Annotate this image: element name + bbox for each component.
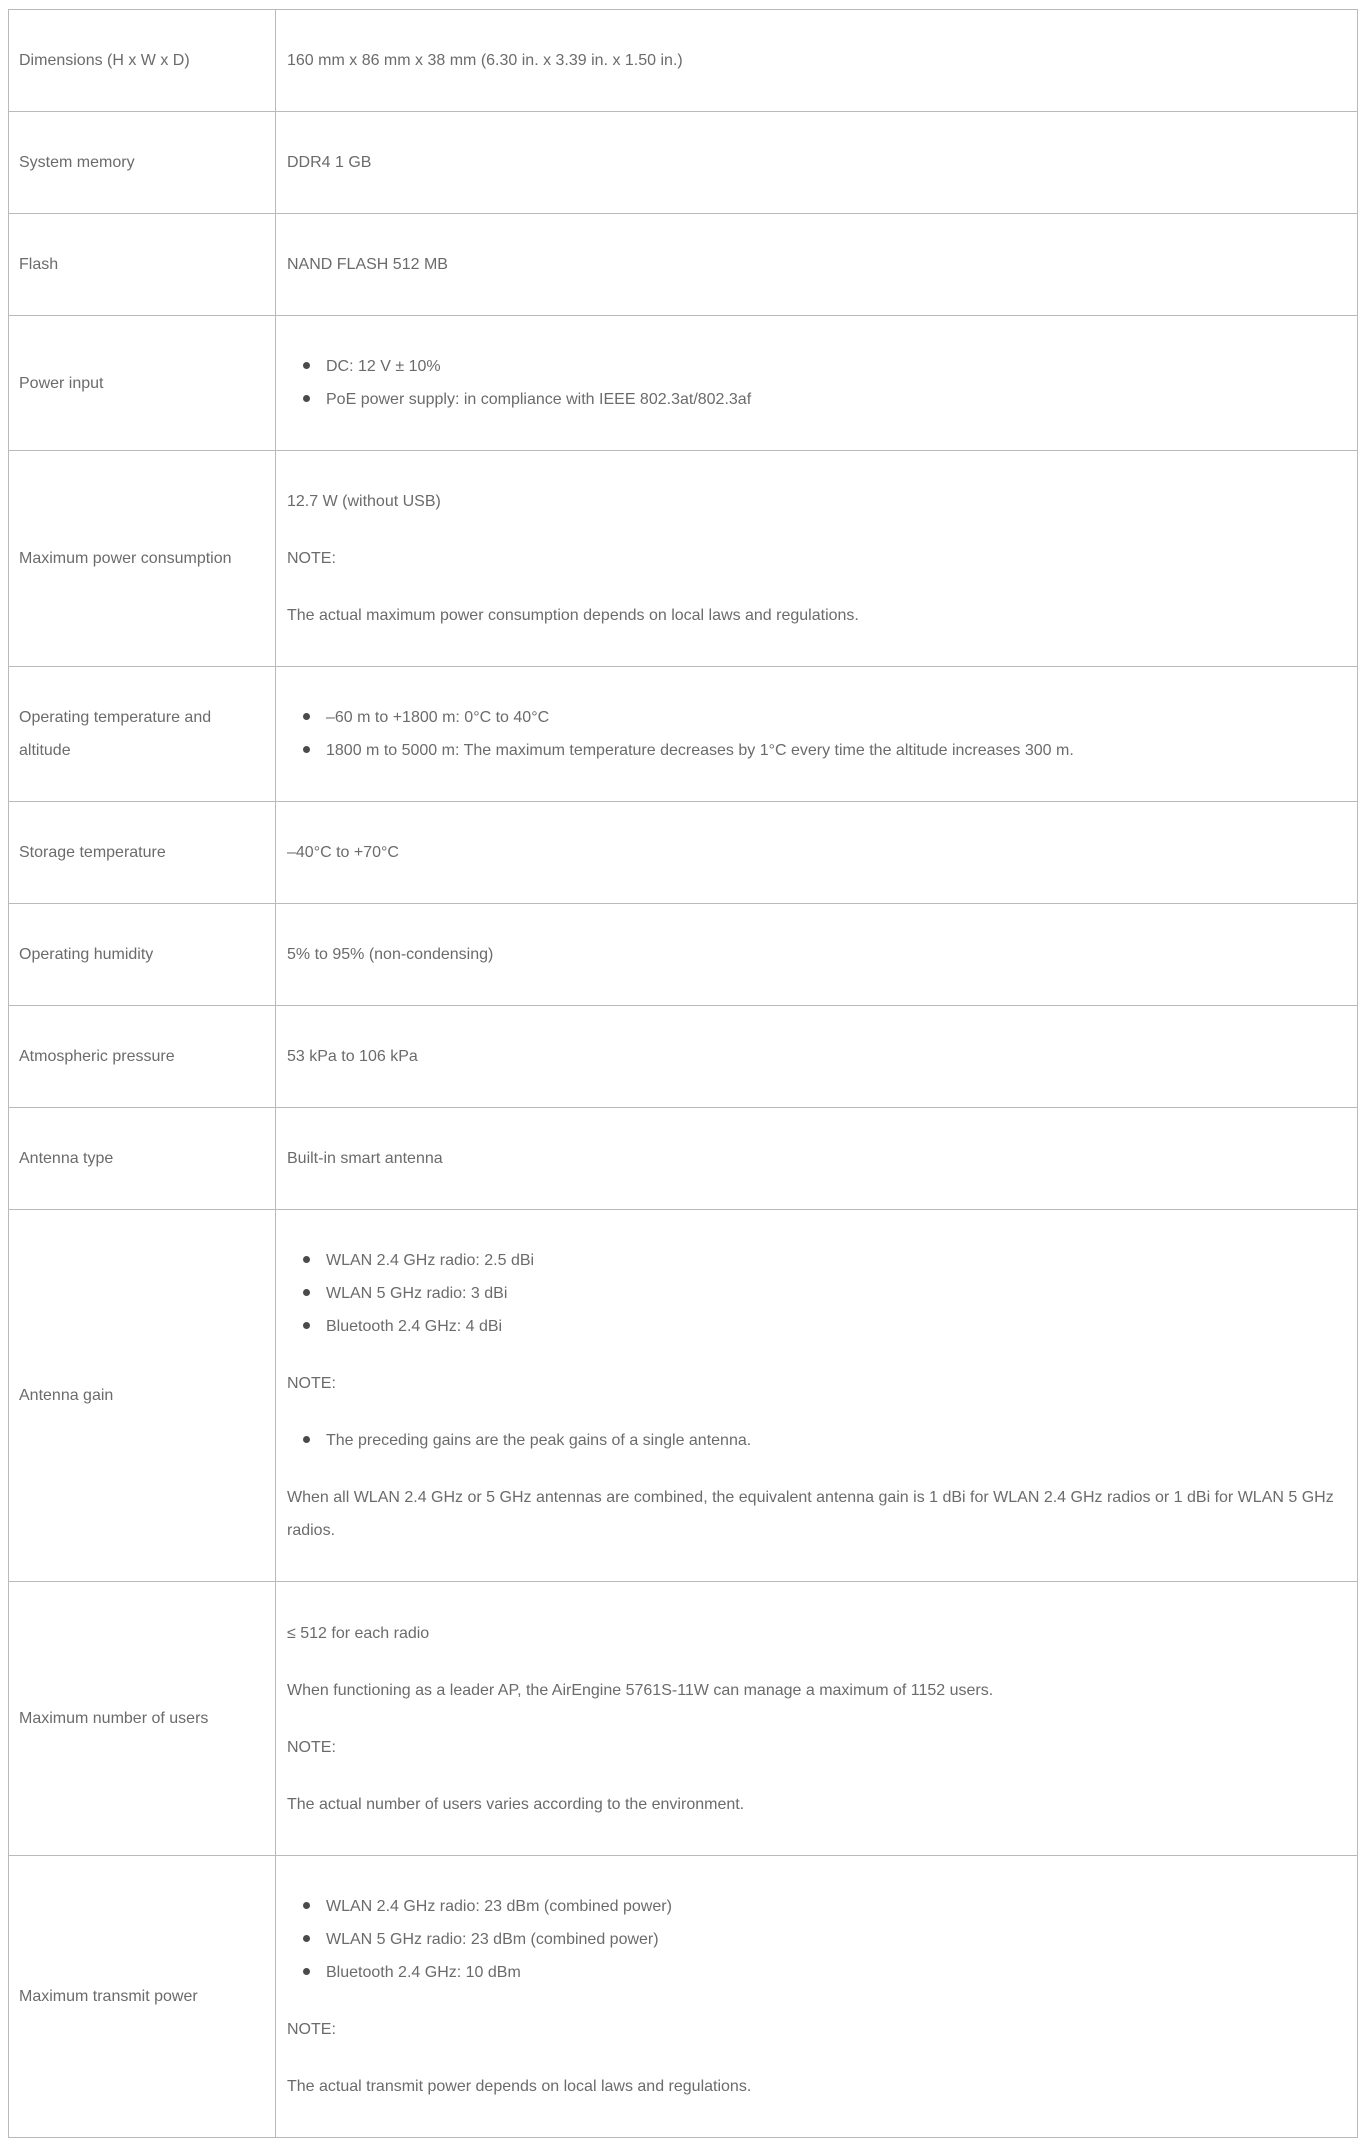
spec-label: Operating humidity [9, 904, 276, 1006]
list-item [287, 1890, 1339, 1923]
spec-label: Atmospheric pressure [9, 1006, 276, 1108]
note-text: When all WLAN 2.4 GHz or 5 GHz antennas are combined, the equivalent antenna gain is 1 dBi for WLAN 2.4 GHz radios or 1 dBi for WLAN 5 GHz radios. [287, 1489, 1334, 1539]
list-item [287, 734, 1339, 767]
table-row [9, 1108, 1358, 1210]
bullet-list [287, 701, 1339, 767]
list-item-text: PoE power supply: in compliance with IEEE 802.3at/802.3af [326, 391, 752, 408]
spec-value [276, 667, 1358, 802]
spec-paragraph: When functioning as a leader AP, the AirEngine 5761S-11W can manage a maximum of 1152 users. [287, 1681, 994, 1699]
list-item [287, 1277, 1339, 1310]
bullet-icon [303, 362, 310, 369]
bullet-icon [303, 713, 310, 720]
spec-label: Flash [9, 214, 276, 316]
spec-label: Antenna gain [9, 1210, 276, 1582]
table-row [9, 1210, 1358, 1582]
bullet-icon [303, 1289, 310, 1296]
note-label: NOTE: [287, 2021, 336, 2038]
table-row [9, 10, 1358, 112]
spec-paragraph: 12.7 W (without USB) [287, 493, 441, 510]
note-label: NOTE: [287, 1738, 336, 1756]
bullet-list [287, 1890, 1339, 1989]
list-item [287, 701, 1339, 734]
list-item [287, 1424, 1339, 1457]
spec-label: Maximum number of users [9, 1582, 276, 1856]
spec-paragraph: ≤ 512 for each radio [287, 1624, 430, 1642]
table-row [9, 802, 1358, 904]
spec-label: Dimensions (H x W x D) [9, 10, 276, 112]
bullet-icon [303, 395, 310, 402]
list-item [287, 1244, 1339, 1277]
table-row [9, 1006, 1358, 1108]
spec-value [276, 451, 1358, 667]
table-row [9, 316, 1358, 451]
list-item-text: Bluetooth 2.4 GHz: 4 dBi [326, 1318, 503, 1335]
table-row [9, 667, 1358, 802]
table-row [9, 904, 1358, 1006]
list-item [287, 1310, 1339, 1343]
list-item [287, 1923, 1339, 1956]
bullet-icon [303, 746, 310, 753]
spec-value: Built-in smart antenna [276, 1108, 1358, 1210]
specifications-table [8, 9, 1358, 2138]
table-row [9, 214, 1358, 316]
spec-label: Storage temperature [9, 802, 276, 904]
table-row [9, 451, 1358, 667]
note-text: The actual maximum power consumption depends on local laws and regulations. [287, 607, 859, 624]
spec-value: 5% to 95% (non-condensing) [276, 904, 1358, 1006]
bullet-list [287, 350, 1339, 416]
spec-label: Operating temperature and altitude [9, 667, 276, 802]
spec-value [276, 1856, 1358, 2138]
table-row [9, 1856, 1358, 2138]
bullet-icon [303, 1436, 310, 1443]
spec-value [276, 1582, 1358, 1856]
list-item-text: The preceding gains are the peak gains of a single antenna. [326, 1432, 752, 1449]
spec-value [276, 1210, 1358, 1582]
list-item-text: Bluetooth 2.4 GHz: 10 dBm [326, 1964, 521, 1981]
note-label: NOTE: [287, 1375, 336, 1392]
spec-value: 160 mm x 86 mm x 38 mm (6.30 in. x 3.39 in. x 1.50 in.) [276, 10, 1358, 112]
spec-label: Antenna type [9, 1108, 276, 1210]
list-item-text: WLAN 5 GHz radio: 23 dBm (combined power) [326, 1931, 659, 1948]
list-item-text: DC: 12 V ± 10% [326, 358, 441, 375]
note-label: NOTE: [287, 550, 336, 567]
list-item-text: WLAN 2.4 GHz radio: 23 dBm (combined power) [326, 1898, 672, 1915]
bullet-icon [303, 1968, 310, 1975]
spec-label: Maximum transmit power [9, 1856, 276, 2138]
spec-value: 53 kPa to 106 kPa [276, 1006, 1358, 1108]
spec-value: DDR4 1 GB [276, 112, 1358, 214]
spec-label: Power input [9, 316, 276, 451]
list-item [287, 350, 1339, 383]
list-item [287, 1956, 1339, 1989]
list-item-text: WLAN 2.4 GHz radio: 2.5 dBi [326, 1252, 535, 1269]
list-item-text: 1800 m to 5000 m: The maximum temperature decreases by 1°C every time the altitude increases 300 m. [326, 742, 1074, 759]
bullet-icon [303, 1322, 310, 1329]
table-row [9, 112, 1358, 214]
note-text: The actual transmit power depends on local laws and regulations. [287, 2078, 752, 2095]
bullet-icon [303, 1935, 310, 1942]
bullet-list [287, 1244, 1339, 1343]
note-bullet-list [287, 1424, 1339, 1457]
table-row [9, 1582, 1358, 1856]
list-item-text: WLAN 5 GHz radio: 3 dBi [326, 1285, 508, 1302]
note-text: The actual number of users varies according to the environment. [287, 1795, 745, 1813]
list-item-text: –60 m to +1800 m: 0°C to 40°C [326, 709, 550, 726]
spec-value [276, 316, 1358, 451]
spec-label: System memory [9, 112, 276, 214]
spec-value: –40°C to +70°C [276, 802, 1358, 904]
bullet-icon [303, 1256, 310, 1263]
spec-value: NAND FLASH 512 MB [276, 214, 1358, 316]
list-item [287, 383, 1339, 416]
spec-label: Maximum power consumption [9, 451, 276, 667]
bullet-icon [303, 1902, 310, 1909]
